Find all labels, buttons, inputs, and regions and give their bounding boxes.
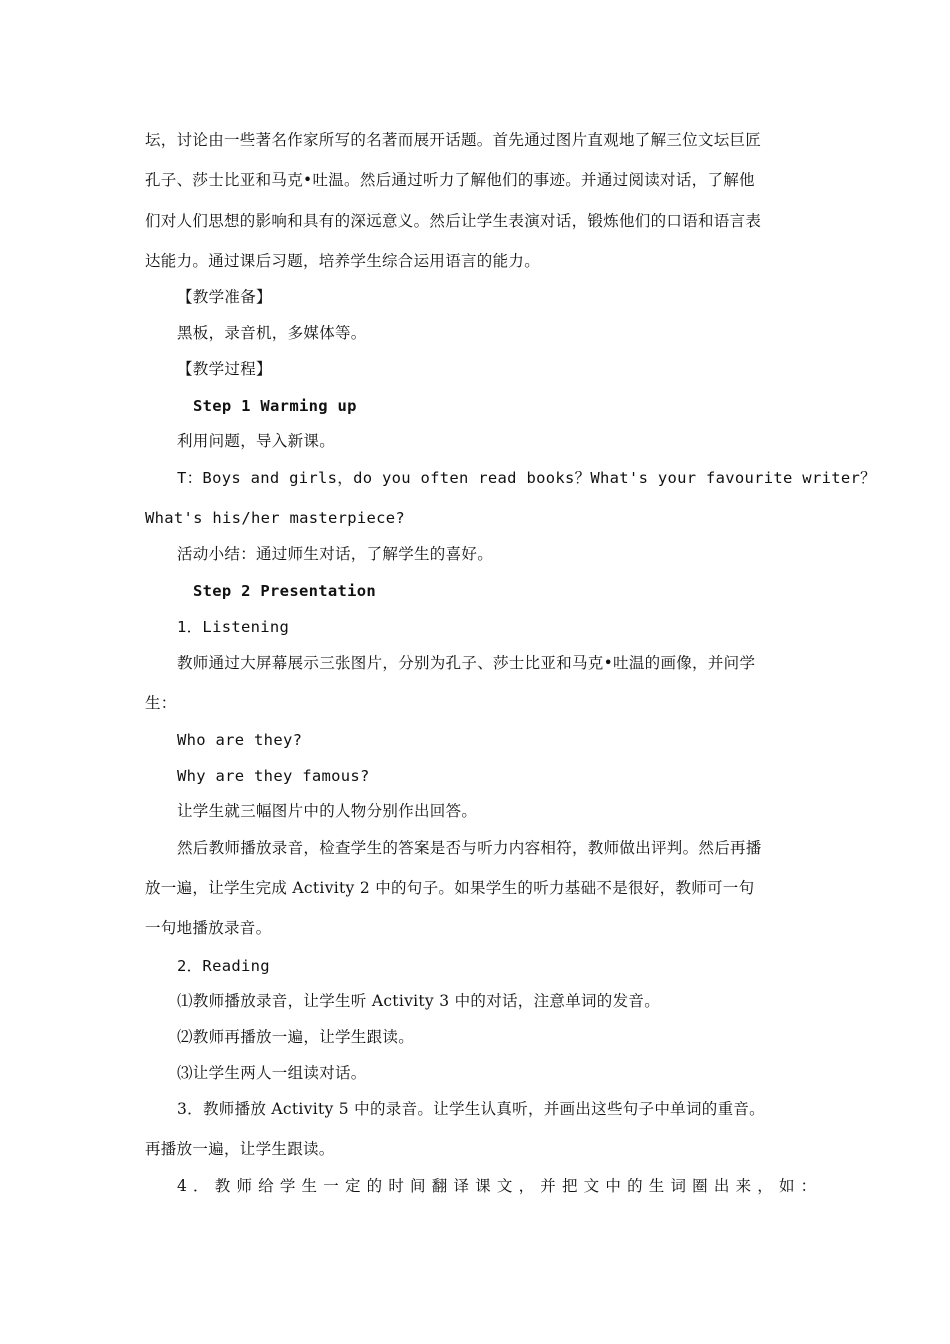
- item4-line-1: 4．教师给学生一定的时间翻译课文，并把文中的生词圈出来，如：: [177, 1177, 823, 1195]
- reading-item-2: ⑵教师再播放一遍，让学生跟读。: [177, 1028, 415, 1046]
- step1-summary: 活动小结：通过师生对话，了解学生的喜好。: [177, 545, 494, 563]
- reading-item-1: ⑴教师播放录音，让学生听 Activity 3 中的对话，注意单词的发音。: [177, 992, 661, 1010]
- intro-paragraph-line-4: 达能力。通过课后习题，培养学生综合运用语言的能力。: [145, 252, 541, 270]
- step1-teacher-line-2: What's his/her masterpiece?: [145, 509, 406, 527]
- answer-note: 让学生就三幅图片中的人物分别作出回答。: [177, 802, 478, 820]
- question-2: Why are they famous?: [177, 767, 370, 785]
- reading-item-3: ⑶让学生两人一组读对话。: [177, 1064, 367, 1082]
- intro-paragraph-line-1: 坛，讨论由一些著名作家所写的名著而展开话题。首先通过图片直观地了解三位文坛巨匠: [145, 131, 762, 149]
- question-1: Who are they?: [177, 731, 303, 749]
- process-heading: 【教学过程】: [177, 360, 272, 378]
- listening-heading: 1．Listening: [177, 618, 290, 636]
- play-line-2: 放一遍，让学生完成 Activity 2 中的句子。如果学生的听力基础不是很好，教师可一句: [145, 879, 755, 897]
- prep-heading: 【教学准备】: [177, 288, 272, 306]
- item3-line-1: 3．教师播放 Activity 5 中的录音。让学生认真听，并画出这些句子中单词的重音。: [177, 1100, 765, 1118]
- intro-paragraph-line-2: 孔子、莎士比亚和马克•吐温。然后通过听力了解他们的事迹。并通过阅读对话，了解他: [145, 171, 755, 189]
- reading-heading: 2．Reading: [177, 957, 270, 975]
- play-line-3: 一句地播放录音。: [145, 919, 272, 937]
- listening-line-1: 教师通过大屏幕展示三张图片，分别为孔子、莎士比亚和马克•吐温的画像，并问学: [177, 654, 756, 672]
- item3-line-2: 再播放一遍，让学生跟读。: [145, 1140, 335, 1158]
- listening-line-2: 生：: [145, 694, 177, 712]
- prep-items: 黑板，录音机，多媒体等。: [177, 324, 367, 342]
- step1-title: Step 1 Warming up: [193, 397, 357, 415]
- intro-paragraph-line-3: 们对人们思想的影响和具有的深远意义。然后让学生表演对话，锻炼他们的口语和语言表: [145, 212, 762, 230]
- play-line-1: 然后教师播放录音，检查学生的答案是否与听力内容相符，教师做出评判。然后再播: [177, 839, 762, 857]
- step1-intro: 利用问题，导入新课。: [177, 432, 336, 450]
- step2-title: Step 2 Presentation: [193, 582, 377, 600]
- step1-teacher-line-1: T：Boys and girls，do you often read books？What's your favourite writer？: [177, 469, 876, 487]
